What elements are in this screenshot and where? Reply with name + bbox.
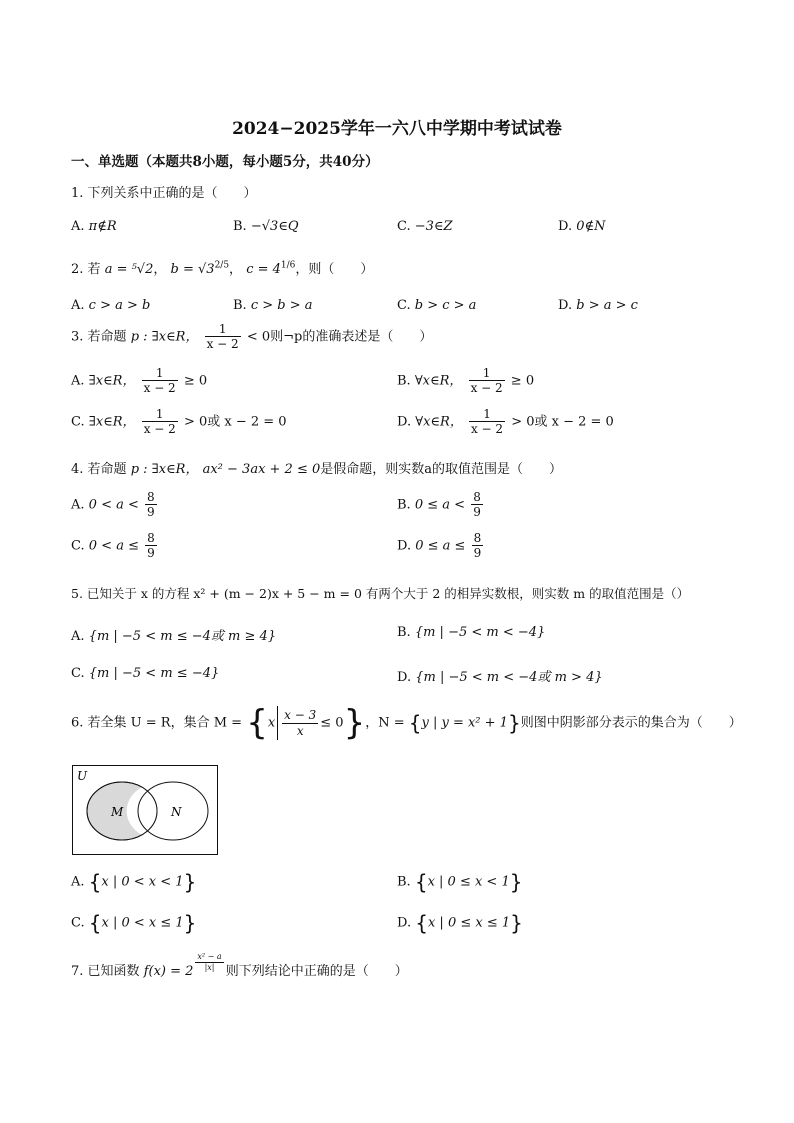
- venn-label-n: N: [171, 805, 182, 819]
- question-1-stem: 1. 下列关系中正确的是（ ）: [71, 186, 257, 201]
- q2-option-a: A. c > a > b: [71, 298, 151, 313]
- q4-option-b: B. 0 ≤ a < $\frac{8}{9}$: [397, 490, 481, 520]
- q5-option-b: B. {m | −5 < m < −4}: [397, 625, 546, 640]
- q5-option-c: C. {m | −5 < m ≤ −4}: [71, 666, 220, 681]
- venn-svg: [73, 766, 217, 854]
- question-2-stem: 2. 若 a = ⁵√2， $b = √3^{2/5}$， $c = 4^{1/6}$，则（ ）: [71, 260, 374, 277]
- venn-diagram: [72, 765, 218, 855]
- q4-option-c: C. 0 < a ≤ $\frac{8}{9}$: [71, 531, 155, 561]
- q4-option-a: A. 0 < a < $\frac{8}{9}$: [71, 490, 155, 520]
- q1-option-b: B. −√3∈Q: [233, 219, 299, 234]
- q4-option-d: D. 0 ≤ a ≤ $\frac{8}{9}$: [397, 531, 482, 561]
- q2-option-b: B. c > b > a: [233, 298, 313, 313]
- q3-option-b: B. ∀x∈R， $\frac{1}{x - 2}$ ≥ 0: [397, 366, 535, 396]
- q2-option-c: C. b > c > a: [397, 298, 477, 313]
- question-7-stem: 7. 已知函数 f(x) = 2 $\frac{\text{x² − a}}{|x|}$ 则下列结论中正确的是（ ）: [71, 952, 408, 979]
- q2-option-d: D. b > a > c: [558, 298, 638, 313]
- page-title: 2024−2025学年一六八中学期中考试试卷: [232, 119, 562, 139]
- section-heading: 一、单选题（本题共8小题，每小题5分，共40分）: [71, 154, 379, 170]
- question-5-stem: 5. 已知关于 x 的方程 x² + (m − 2)x + 5 − m = 0 有两个大于 2 的相异实数根，则实数 m 的取值范围是（）: [71, 586, 690, 601]
- question-6-stem: 6. 若全集 U = R，集合 M = {x $\frac{x - 3}{x}$ ≤ 0}，N = {y | y = x² + 1}则图中阴影部分表示的集合为（ ）: [71, 703, 742, 743]
- question-3-stem: 3. 若命题 p : ∃x∈R， $\frac{1}{x - 2}$ < 0则¬p的准确表述是（ ）: [71, 322, 433, 352]
- q6-option-a: A. {x | 0 < x < 1}: [71, 870, 197, 894]
- q3-option-c: C. ∃x∈R， $\frac{1}{x - 2}$ > 0或 x − 2 = 0: [71, 407, 287, 437]
- q6-option-c: C. {x | 0 < x ≤ 1}: [71, 911, 197, 935]
- venn-label-u: U: [77, 769, 88, 783]
- q6-option-b: B. {x | 0 ≤ x < 1}: [397, 870, 523, 894]
- q5-option-d: D. {m | −5 < m < −4或 m > 4}: [397, 670, 603, 685]
- question-4-stem: 4. 若命题 p : ∃x∈R， ax² − 3ax + 2 ≤ 0是假命题，则实数a的取值范围是（ ）: [71, 462, 563, 477]
- q1-option-c: C. −3∈Z: [397, 219, 453, 234]
- q3-option-a: A. ∃x∈R， $\frac{1}{x - 2}$ ≥ 0: [71, 366, 208, 396]
- q1-option-a: A. π∉R: [71, 219, 117, 234]
- q6-option-d: D. {x | 0 ≤ x ≤ 1}: [397, 911, 523, 935]
- q1-option-d: D. 0∉N: [558, 219, 606, 234]
- venn-label-m: M: [111, 805, 124, 819]
- q3-option-d: D. ∀x∈R， $\frac{1}{x - 2}$ > 0或 x − 2 = 0: [397, 407, 614, 437]
- fraction: $\frac{1}{x - 2}$: [206, 322, 239, 352]
- q5-option-a: A. {m | −5 < m ≤ −4或 m ≥ 4}: [71, 629, 277, 644]
